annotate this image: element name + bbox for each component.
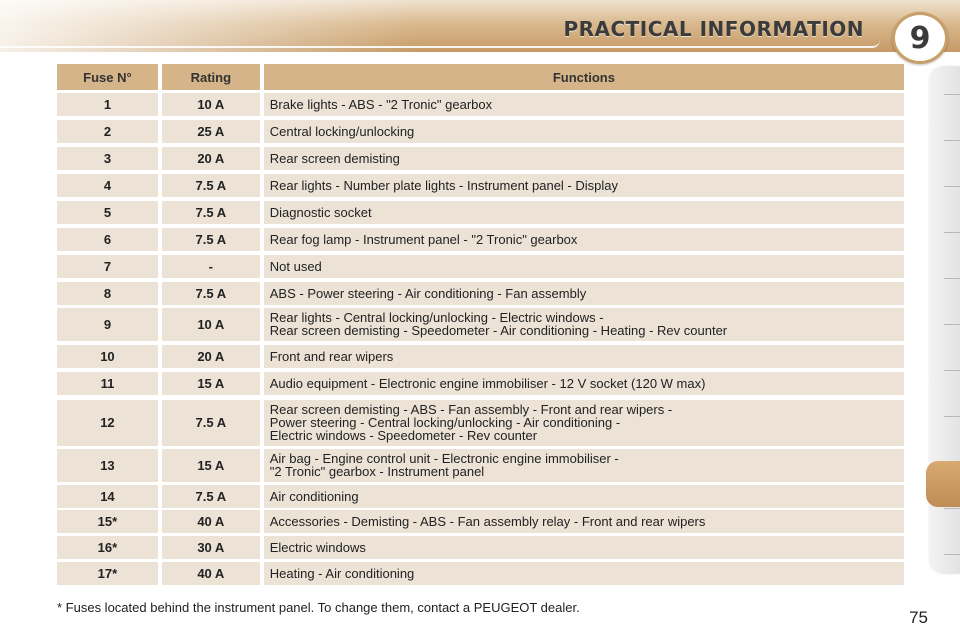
table-row <box>57 485 904 508</box>
rating-cell: 30 A <box>162 536 260 559</box>
fuse-number-cell: 17* <box>57 562 158 585</box>
side-tab-divider <box>944 232 960 233</box>
column-header-fuse: Fuse N° <box>57 64 158 90</box>
fuse-number-cell: 4 <box>57 174 158 197</box>
functions-line: Electric windows <box>269 539 366 555</box>
functions-line: Not used <box>269 259 322 274</box>
rating-cell: 7.5 A <box>162 174 260 197</box>
column-header-rating: Rating <box>162 64 260 90</box>
side-tab-divider <box>944 324 960 325</box>
functions-line: Air conditioning <box>269 488 359 504</box>
side-tab-divider <box>944 416 960 417</box>
functions-line: "2 Tronic" gearbox - Instrument panel <box>269 464 485 480</box>
functions-cell <box>264 562 904 585</box>
page-header <box>0 0 960 52</box>
functions-line: Audio equipment - Electronic engine immobiliser - 12 V socket (120 W max) <box>269 376 706 392</box>
functions-line: Rear fog lamp - Instrument panel - "2 Tronic" gearbox <box>269 232 578 247</box>
functions-cell <box>264 400 904 446</box>
functions-cell <box>264 255 904 278</box>
functions-line: Front and rear wipers <box>269 349 394 365</box>
functions-line: Electric windows - Speedometer - Rev counter <box>269 428 538 444</box>
functions-cell <box>264 147 904 170</box>
functions-cell <box>264 93 904 116</box>
fuse-number-cell: 12 <box>57 400 158 446</box>
fuse-number-cell: 14 <box>57 485 158 508</box>
fuse-number-cell: 3 <box>57 147 158 170</box>
side-tab-divider <box>944 508 960 509</box>
table-row <box>57 255 904 278</box>
rating-cell: 25 A <box>162 120 260 143</box>
fuse-number-cell: 1 <box>57 93 158 116</box>
rating-cell: 20 A <box>162 345 260 368</box>
functions-line: Power steering - Central locking/unlocking - Air conditioning - <box>269 415 621 431</box>
functions-line: Heating - Air conditioning <box>269 565 415 581</box>
functions-text <box>270 311 727 337</box>
side-tab-divider <box>944 186 960 187</box>
functions-text <box>270 179 618 192</box>
footnote: * Fuses located behind the instrument panel. To change them, contact a PEUGEOT dealer. <box>57 600 580 615</box>
table-row <box>57 308 904 341</box>
side-tab-divider <box>944 370 960 371</box>
functions-text <box>270 152 400 165</box>
functions-cell <box>264 449 904 482</box>
functions-cell <box>264 372 904 395</box>
functions-line: Rear screen demisting - ABS - Fan assembly - Front and rear wipers - <box>269 402 673 418</box>
functions-line: Brake lights - ABS - "2 Tronic" gearbox <box>269 97 493 112</box>
functions-line: Accessories - Demisting - ABS - Fan assembly relay - Front and rear wipers <box>269 514 706 530</box>
table-row <box>57 147 904 170</box>
fuse-number-cell: 6 <box>57 228 158 251</box>
functions-cell <box>264 228 904 251</box>
table-header-row <box>57 64 904 90</box>
functions-cell <box>264 510 904 533</box>
chapter-badge <box>892 12 948 64</box>
rating-cell: 7.5 A <box>162 485 260 508</box>
table-row <box>57 345 904 368</box>
fuse-number-cell: 2 <box>57 120 158 143</box>
functions-text <box>270 350 394 363</box>
functions-cell <box>264 345 904 368</box>
fuse-number-cell: 8 <box>57 282 158 305</box>
functions-cell <box>264 536 904 559</box>
functions-text <box>270 206 372 219</box>
chapter-number: 9 <box>909 20 931 56</box>
table-row <box>57 400 904 446</box>
fuse-number-cell: 15* <box>57 510 158 533</box>
functions-line: Rear screen demisting <box>269 151 400 166</box>
table-row <box>57 174 904 197</box>
fuse-number-cell: 13 <box>57 449 158 482</box>
fuse-table <box>57 64 904 585</box>
side-tab-divider <box>944 94 960 95</box>
rating-cell: 10 A <box>162 93 260 116</box>
table-row <box>57 282 904 305</box>
column-header-functions: Functions <box>264 64 904 90</box>
table-row <box>57 372 904 395</box>
rating-cell: 40 A <box>162 510 260 533</box>
functions-cell <box>264 174 904 197</box>
functions-text <box>270 403 672 442</box>
functions-cell <box>264 485 904 508</box>
functions-line: Rear lights - Number plate lights - Instrument panel - Display <box>269 178 619 193</box>
page-number: 75 <box>909 608 928 627</box>
functions-cell <box>264 201 904 224</box>
functions-line: Rear lights - Central locking/unlocking - Electric windows - <box>269 310 604 326</box>
side-tab-divider <box>944 140 960 141</box>
functions-text <box>270 377 706 390</box>
side-tab-divider <box>944 278 960 279</box>
functions-text <box>270 98 492 111</box>
functions-text <box>270 233 578 246</box>
functions-text <box>270 490 359 503</box>
table-row <box>57 536 904 559</box>
fuse-number-cell: 5 <box>57 201 158 224</box>
table-row <box>57 120 904 143</box>
rating-cell: 15 A <box>162 449 260 482</box>
functions-cell <box>264 120 904 143</box>
functions-line: Air bag - Engine control unit - Electronic engine immobiliser - <box>269 451 619 467</box>
functions-text <box>270 125 415 138</box>
header-swoosh-line <box>0 40 880 48</box>
table-row <box>57 562 904 585</box>
side-tab-divider <box>944 554 960 555</box>
fuse-number-cell: 11 <box>57 372 158 395</box>
rating-cell: 7.5 A <box>162 400 260 446</box>
fuse-number-cell: 9 <box>57 308 158 341</box>
functions-text <box>270 567 415 580</box>
rating-cell: - <box>162 255 260 278</box>
table-row <box>57 510 904 533</box>
functions-cell <box>264 308 904 341</box>
table-row <box>57 93 904 116</box>
rating-cell: 20 A <box>162 147 260 170</box>
rating-cell: 10 A <box>162 308 260 341</box>
functions-text <box>270 541 366 554</box>
fuse-number-cell: 10 <box>57 345 158 368</box>
functions-text <box>270 287 586 300</box>
functions-cell <box>264 282 904 305</box>
functions-text <box>270 452 619 478</box>
rating-cell: 7.5 A <box>162 228 260 251</box>
functions-line: ABS - Power steering - Air conditioning - Fan assembly <box>269 286 587 301</box>
table-row <box>57 228 904 251</box>
table-row <box>57 449 904 482</box>
rating-cell: 40 A <box>162 562 260 585</box>
rating-cell: 7.5 A <box>162 282 260 305</box>
fuse-number-cell: 7 <box>57 255 158 278</box>
functions-text <box>270 515 706 528</box>
functions-line: Rear screen demisting - Speedometer - Air conditioning - Heating - Rev counter <box>269 323 728 339</box>
functions-line: Diagnostic socket <box>269 205 372 220</box>
rating-cell: 15 A <box>162 372 260 395</box>
functions-text <box>270 260 322 273</box>
functions-line: Central locking/unlocking <box>269 124 415 139</box>
page-title: PRACTICAL INFORMATION <box>563 17 864 41</box>
table-row <box>57 201 904 224</box>
table-body <box>57 93 904 585</box>
side-tab-active[interactable] <box>926 461 960 507</box>
fuse-number-cell: 16* <box>57 536 158 559</box>
rating-cell: 7.5 A <box>162 201 260 224</box>
